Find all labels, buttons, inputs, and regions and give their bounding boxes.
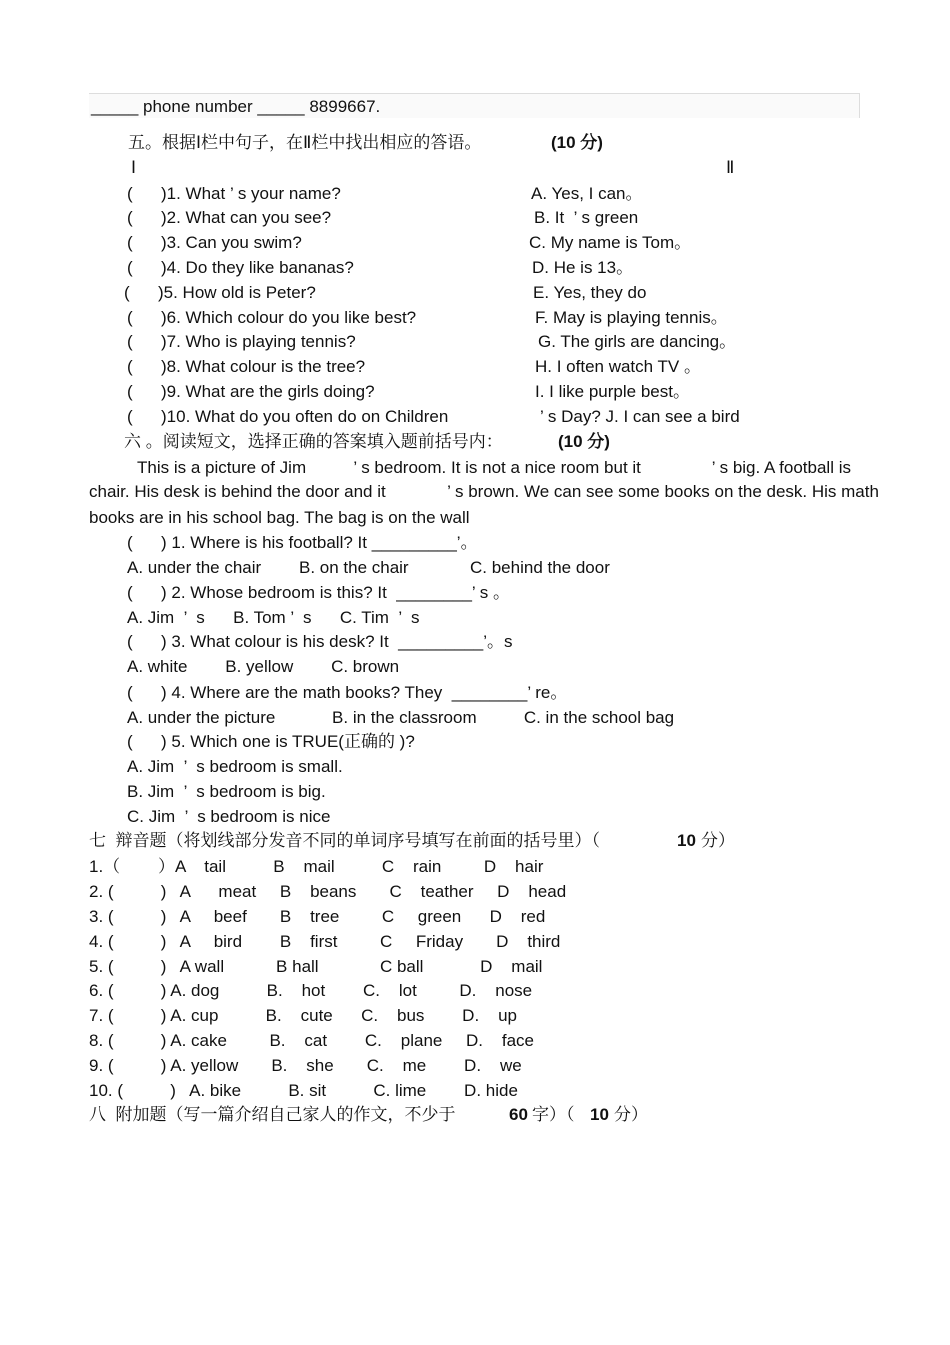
match-question: ( )3. Can you swim? xyxy=(127,233,302,252)
match-answer: ’ s Day? J. I can see a bird xyxy=(540,407,740,426)
section-8-title: 八 附加题（写一篇介绍自己家人的作文，不少于 xyxy=(89,1105,456,1124)
match-answer: H. I often watch TV 。 xyxy=(535,357,701,376)
phonics-row: 8. ( ) A. cake B. cat C. plane D. face xyxy=(89,1031,534,1050)
section-8-score: 10 xyxy=(590,1105,609,1124)
passage-line: This is a picture of Jim ’ s bedroom. It is not a nice room but it ’ s big. A football is xyxy=(137,458,851,477)
reading-question: ( ) 1. Where is his football? It _________’。 xyxy=(127,533,478,552)
reading-options: A. Jim ’ s B. Tom ’ s C. Tim ’ s xyxy=(127,608,420,627)
reading-options: A. white B. yellow C. brown xyxy=(127,657,400,676)
match-answer: I. I like purple best。 xyxy=(535,382,690,401)
reading-option: C. Jim ’ s bedroom is nice xyxy=(127,807,331,826)
reading-option: A. Jim ’ s bedroom is small. xyxy=(127,757,343,776)
reading-options: A. under the picture B. in the classroom C. in the school bag xyxy=(127,708,675,727)
reading-options: A. under the chair B. on the chair C. behind the door xyxy=(127,558,610,577)
section-7-score: 10 xyxy=(677,831,696,850)
phonics-row: 6. ( ) A. dog B. hot C. lot D. nose xyxy=(89,981,533,1000)
column-1-label: Ⅰ xyxy=(131,158,137,177)
section-7-score-unit: 分） xyxy=(701,831,735,850)
match-question: ( )1. What ’ s your name? xyxy=(127,184,341,203)
phonics-row: 1.（ ）A tail B mail C rain D hair xyxy=(89,857,544,876)
phonics-row: 10. ( ) A. bike B. sit C. lime D. hide xyxy=(89,1081,518,1100)
phonics-row: 4. ( ) A bird B first C Friday D third xyxy=(89,932,561,951)
match-question: ( )4. Do they like bananas? xyxy=(127,258,354,277)
passage-line: chair. His desk is behind the door and it ’ s brown. We can see some books on the desk. His math xyxy=(89,482,879,501)
match-answer: B. It ’ s green xyxy=(534,208,639,227)
phonics-row: 2. ( ) A meat B beans C teather D head xyxy=(89,882,567,901)
section-5-title: 五。根据Ⅰ栏中句子，在Ⅱ栏中找出相应的答语。 xyxy=(128,133,482,152)
section-8-end: 分） xyxy=(614,1105,648,1124)
match-question: ( )5. How old is Peter? xyxy=(124,283,316,302)
section-8-mid: 字）（ xyxy=(532,1105,575,1124)
passage-line: books are in his school bag. The bag is on the wall xyxy=(89,508,470,527)
match-question: ( )2. What can you see? xyxy=(127,208,332,227)
match-answer: E. Yes, they do xyxy=(533,283,647,302)
match-answer: A. Yes, I can。 xyxy=(531,184,643,203)
phonics-row: 5. ( ) A wall B hall C ball D mail xyxy=(89,957,543,976)
phonics-row: 9. ( ) A. yellow B. she C. me D. we xyxy=(89,1056,522,1075)
column-2-label: Ⅱ xyxy=(726,158,735,177)
phone-number-line: _____ phone number _____ 8899667. xyxy=(91,97,381,116)
match-answer: D. He is 13。 xyxy=(532,258,634,277)
section-5-score: (10 分) xyxy=(551,133,603,152)
match-question: ( )7. Who is playing tennis? xyxy=(127,332,356,351)
match-question: ( )6. Which colour do you like best? xyxy=(127,308,417,327)
reading-question: ( ) 3. What colour is his desk? It _________’。s xyxy=(127,632,513,651)
phonics-row: 3. ( ) A beef B tree C green D red xyxy=(89,907,546,926)
match-answer: C. My name is Tom。 xyxy=(529,233,692,252)
section-8-word-count: 60 xyxy=(509,1105,528,1124)
reading-question: ( ) 5. Which one is TRUE(正确的 )? xyxy=(127,732,415,751)
section-7-title: 七 辩音题（将划线部分发音不同的单词序号填写在前面的括号里）（ xyxy=(89,831,600,850)
reading-question: ( ) 2. Whose bedroom is this? It ________’ s 。 xyxy=(127,583,510,602)
match-question: ( )9. What are the girls doing? xyxy=(127,382,375,401)
phonics-row: 7. ( ) A. cup B. cute C. bus D. up xyxy=(89,1006,517,1025)
section-6-title: 六 。阅读短文，选择正确的答案填入题前括号内： xyxy=(124,432,503,451)
match-answer: F. May is playing tennis。 xyxy=(535,308,728,327)
section-6-score: (10 分) xyxy=(558,432,610,451)
reading-option: B. Jim ’ s bedroom is big. xyxy=(127,782,326,801)
match-answer: G. The girls are dancing。 xyxy=(538,332,737,351)
match-question: ( )10. What do you often do on Children xyxy=(127,407,449,426)
match-question: ( )8. What colour is the tree? xyxy=(127,357,366,376)
reading-question: ( ) 4. Where are the math books? They ________’ re。 xyxy=(127,683,568,702)
